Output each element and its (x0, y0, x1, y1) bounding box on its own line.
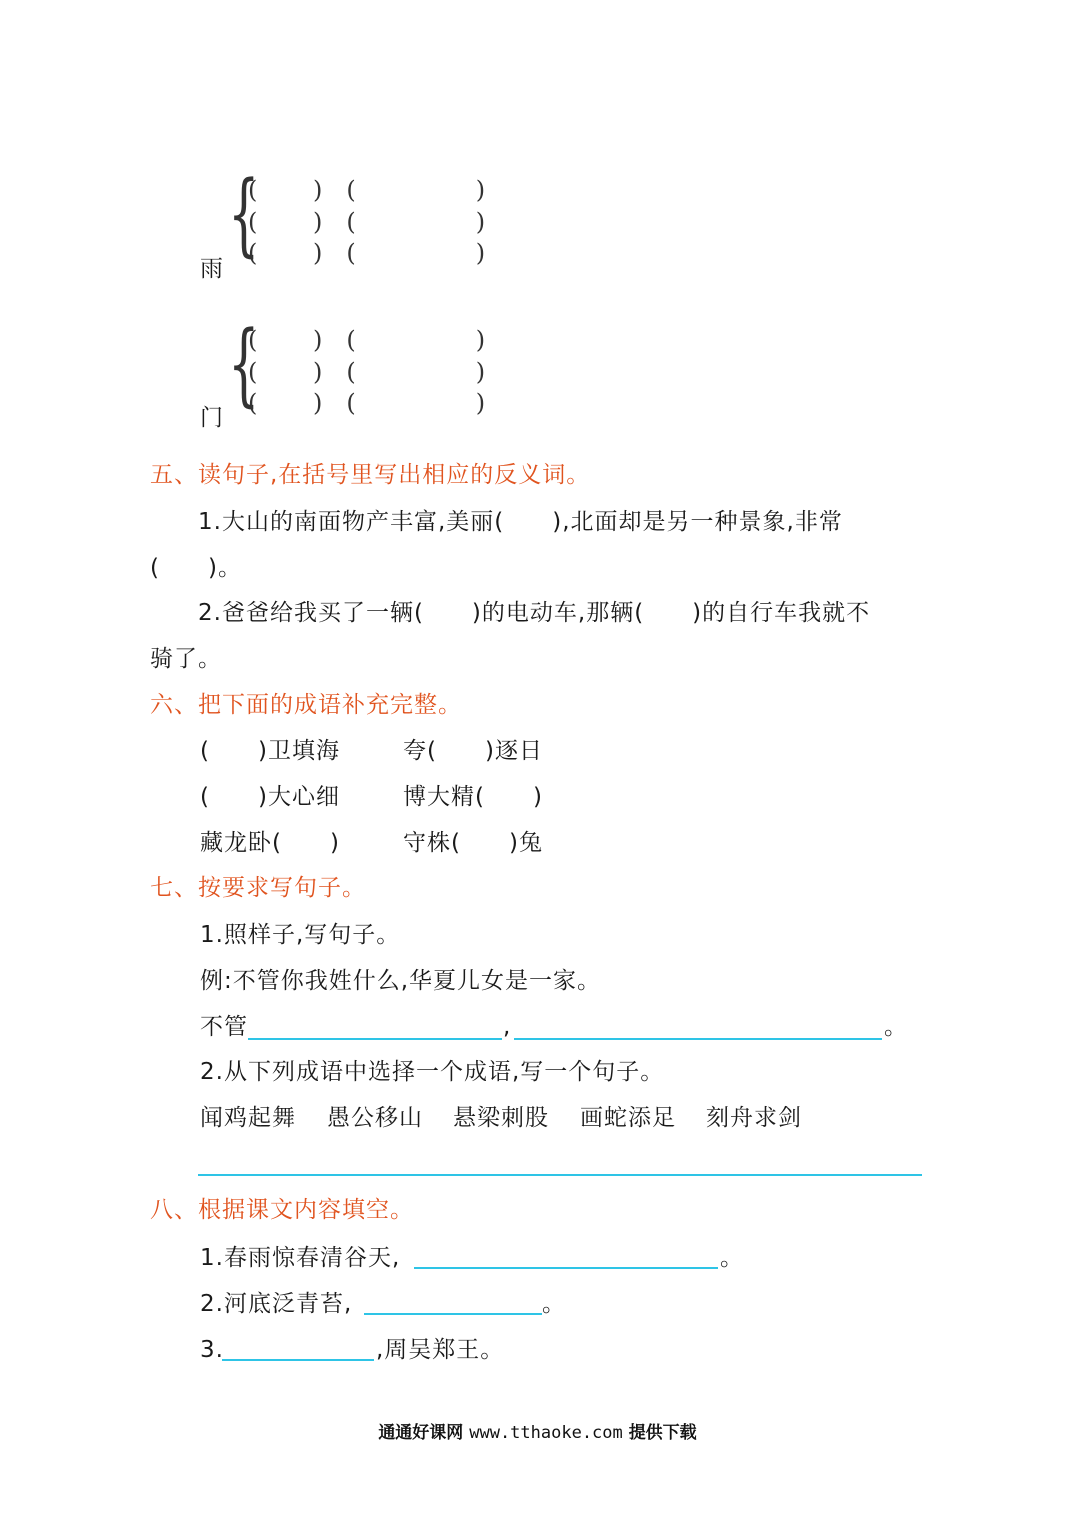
parens-row: ( ) ( ) (248, 389, 486, 417)
idiom-choice: 愚公移山 (327, 1105, 423, 1131)
s5-item1-line1: 1.大山的南面物产丰富,美丽( ),北面却是另一种景象,非常 (198, 509, 843, 535)
idiom-choice: 悬梁刺股 (453, 1105, 549, 1131)
s8-item1: 1.春雨惊春清谷天, (200, 1245, 401, 1271)
idiom-item: 博大精( ) (403, 784, 543, 810)
parens-row: ( ) ( ) (248, 176, 486, 204)
s7-item1: 1.照样子,写句子。 (200, 922, 401, 948)
s7-example: 例:不管你我姓什么,华夏儿女是一家。 (200, 968, 602, 994)
brace: { (228, 162, 260, 267)
s7-item2: 2.从下列成语中选择一个成语,写一个句子。 (200, 1059, 665, 1085)
s5-item2-line2: 骑了。 (150, 646, 222, 672)
idiom-item: 守株( )兔 (403, 830, 543, 856)
section-6-heading: 六、把下面的成语补充完整。 (150, 692, 462, 718)
brace: { (228, 312, 260, 417)
footer (0, 1418, 1075, 1443)
footer-url[interactable]: www.tthaoke.com (469, 1423, 623, 1443)
idiom-choice: 画蛇添足 (580, 1105, 676, 1131)
parens-row: ( ) ( ) (248, 326, 486, 354)
answer-line[interactable] (248, 1038, 502, 1040)
section-5-heading: 五、读句子,在括号里写出相应的反义词。 (150, 462, 591, 488)
footer-suffix: 提供下载 (628, 1423, 697, 1443)
period: 。 (884, 1014, 908, 1040)
s8-item2: 2.河底泛青苔, (200, 1291, 353, 1317)
section-7-heading: 七、按要求写句子。 (150, 875, 366, 901)
answer-line[interactable] (514, 1038, 882, 1040)
s5-item2-line1: 2.爸爸给我买了一辆( )的电动车,那辆( )的自行车我就不 (198, 600, 871, 626)
idiom-choice: 闻鸡起舞 (200, 1105, 296, 1131)
idiom-item: 夸( )逐日 (403, 738, 543, 764)
parens-row: ( ) ( ) (248, 239, 486, 267)
period: 。 (542, 1291, 566, 1317)
answer-line[interactable] (198, 1174, 922, 1176)
s5-item1-line2: ( )。 (150, 555, 242, 581)
section-8-heading: 八、根据课文内容填空。 (150, 1197, 414, 1223)
comma: , (503, 1014, 512, 1040)
answer-line[interactable] (222, 1359, 374, 1361)
group-char: 门 (200, 405, 224, 431)
answer-line[interactable] (414, 1267, 718, 1269)
parens-row: ( ) ( ) (248, 358, 486, 386)
s8-item3-end: ,周吴郑王。 (376, 1337, 505, 1363)
period: 。 (720, 1245, 744, 1271)
group-char: 雨 (200, 256, 224, 282)
idiom-choice: 刻舟求剑 (706, 1105, 802, 1131)
answer-line[interactable] (364, 1313, 542, 1315)
s8-item3-num: 3. (200, 1337, 224, 1363)
idiom-item: ( )大心细 (200, 784, 340, 810)
parens-row: ( ) ( ) (248, 208, 486, 236)
idiom-item: 藏龙卧( ) (200, 830, 340, 856)
idiom-item: ( )卫填海 (200, 738, 340, 764)
footer-site: 通通好课网 (378, 1423, 464, 1443)
s7-prompt-start: 不管 (200, 1014, 248, 1040)
